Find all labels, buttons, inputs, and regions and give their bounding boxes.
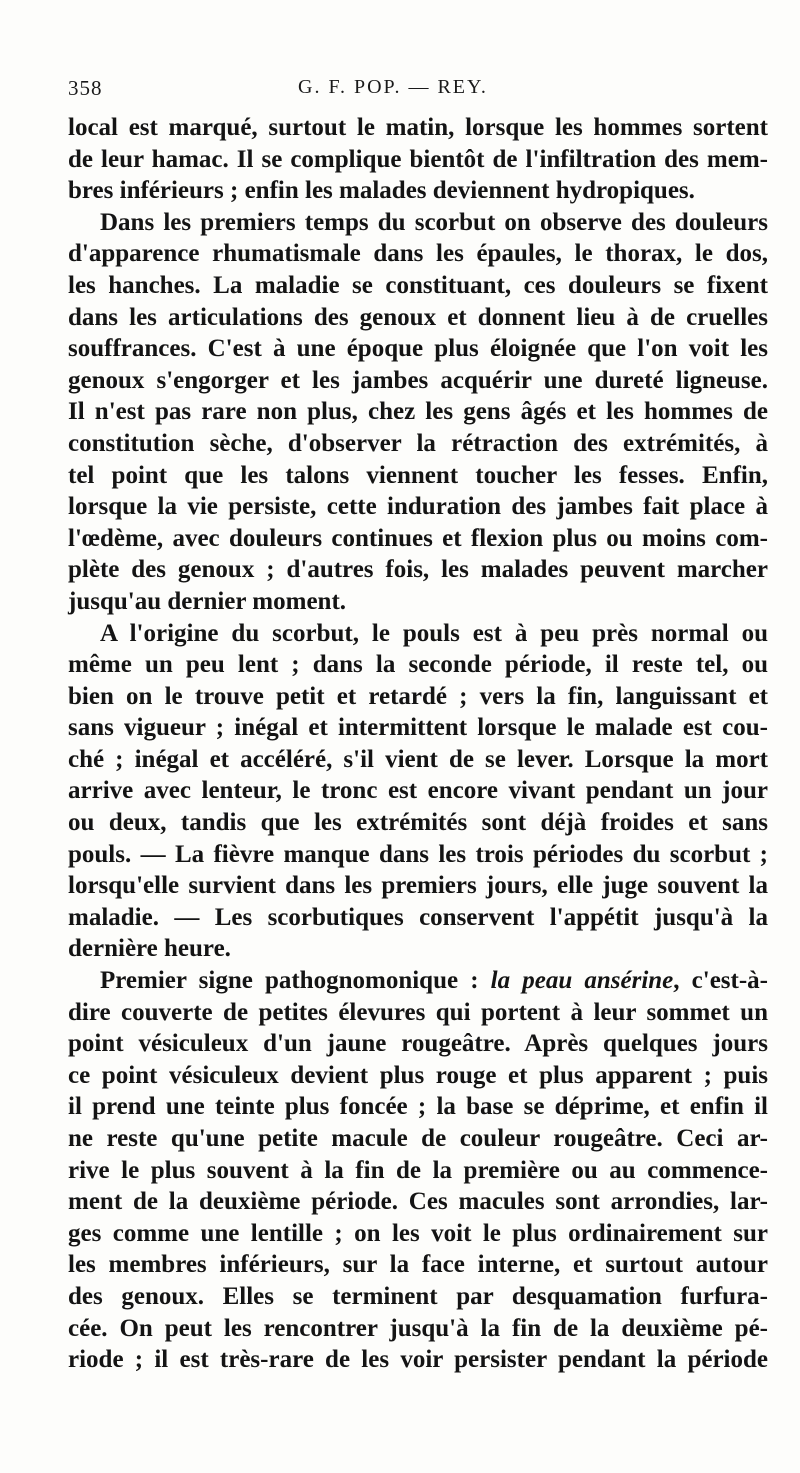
text-line: Il n'est pas rare non plus, chez les gens âgés et les hommes de — [68, 398, 768, 426]
text-line: les hanches. La maladie se constituant, ces douleurs se fixent — [68, 271, 768, 299]
running-head: G. F. POP. — REY. — [298, 76, 488, 98]
text-run: , c'est-à- — [673, 967, 769, 995]
text-line: ché ; inégal et accéléré, s'il vient de se lever. Lorsque la mort — [68, 745, 768, 773]
text-line-mixed — [68, 965, 768, 997]
body-text — [68, 112, 768, 1376]
text-line: bien on le trouve petit et retardé ; vers la fin, languissant et — [68, 682, 768, 710]
text-line: l'œdème, avec douleurs continues et flexion plus ou moins com- — [68, 524, 768, 552]
text-line: genoux s'engorger et les jambes acquérir une dureté ligneuse. — [68, 366, 768, 394]
text-line: plète des genoux ; d'autres fois, les malades peuvent marcher — [68, 556, 768, 584]
text-line: constitution sèche, d'observer la rétraction des extrémités, à — [68, 429, 768, 457]
text-line: local est marqué, surtout le matin, lorsque les hommes sortent — [68, 114, 768, 141]
text-line: lorsqu'elle survient dans les premiers jours, elle juge souvent la — [68, 872, 768, 900]
text-line: dernière heure. — [68, 935, 231, 963]
text-line: jusqu'au dernier moment. — [68, 587, 347, 615]
text-line: ne reste qu'une petite macule de couleur rougeâtre. Ceci ar- — [68, 1125, 768, 1152]
text-line: d'apparence rhumatismale dans les épaules, le thorax, le dos, — [68, 240, 768, 268]
text-line: maladie. — Les scorbutiques conservent l'appétit jusqu'à la — [68, 903, 768, 931]
text-line: ou deux, tandis que les extrémités sont déjà froides et sans — [68, 809, 768, 837]
text-line: arrive avec lenteur, le tronc est encore vivant pendant un jour — [68, 777, 768, 805]
text-line: point vésiculeux d'un jaune rougeâtre. Après quelques jours — [68, 1030, 768, 1058]
text-line: tel point que les talons viennent toucher les fesses. Enfin, — [68, 461, 768, 489]
text-line: des genoux. Elles se terminent par desquamation furfura- — [68, 1282, 768, 1310]
text-line: sans vigueur ; inégal et intermittent lorsque le malade est cou- — [68, 714, 768, 742]
text-line: pouls. — La fièvre manque dans les trois périodes du scorbut ; — [68, 840, 768, 868]
text-line: cée. On peut les rencontrer jusqu'à la fin de la deuxième pé- — [68, 1314, 768, 1342]
page-number: 358 — [68, 76, 103, 100]
text-line: riode ; il est très-rare de les voir persister pendant la période — [68, 1346, 768, 1374]
text-line: les membres inférieurs, sur la face interne, et surtout autour — [68, 1251, 768, 1279]
text-line: il prend une teinte plus foncée ; la base se déprime, et enfin il — [68, 1093, 768, 1121]
text-line: rive le plus souvent à la fin de la première ou au commence- — [68, 1156, 768, 1184]
text-line: dire couverte de petites élevures qui portent à leur sommet un — [68, 998, 768, 1026]
text-line: même un peu lent ; dans la seconde période, il reste tel, ou — [68, 651, 768, 679]
text-line: bres inférieurs ; enfin les malades deviennent hydropiques. — [68, 177, 695, 205]
text-line: de leur hamac. Il se complique bientôt de l'infiltration des mem- — [68, 145, 768, 173]
text-line: A l'origine du scorbut, le pouls est à peu près normal ou — [100, 619, 768, 647]
text-line: ce point vésiculeux devient plus rouge et plus apparent ; puis — [68, 1061, 768, 1089]
text-line: ment de la deuxième période. Ces macules sont arrondies, lar- — [68, 1188, 768, 1216]
page-header — [68, 76, 768, 106]
text-line: dans les articulations des genoux et donnent lieu à de cruelles — [68, 303, 768, 331]
text-line: ges comme une lentille ; on les voit le plus ordinairement sur — [68, 1219, 768, 1247]
text-line: souffrances. C'est à une époque plus éloignée que l'on voit les — [68, 335, 768, 363]
text-line: lorsque la vie persiste, cette induration des jambes fait place à — [68, 493, 768, 521]
text-run: Premier signe pathognomonique : — [100, 967, 491, 995]
italic-term: la peau ansérine — [490, 967, 674, 995]
text-line: Dans les premiers temps du scorbut on observe des douleurs — [100, 208, 768, 236]
